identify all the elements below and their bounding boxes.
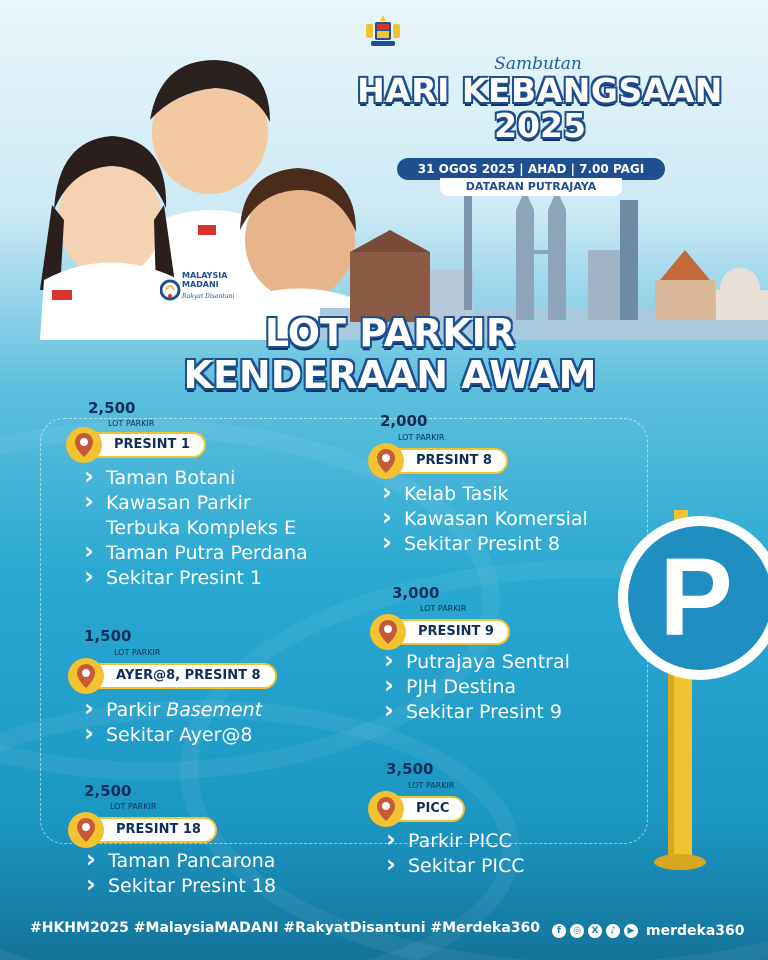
list-item: › Taman Botani (82, 466, 308, 491)
lot-count: 2,500 (88, 399, 136, 417)
madani-tagline: Rakyat Disantuni (182, 293, 235, 300)
x-icon[interactable]: X (588, 924, 602, 938)
event-venue: DATARAN PUTRAJAYA (440, 178, 622, 196)
lot-label: LOT PARKIR (420, 604, 467, 613)
list-item-italic: Basement (166, 699, 263, 721)
tiktok-icon[interactable]: ♪ (606, 924, 620, 938)
list-item: › Taman Pancarona (84, 849, 276, 874)
list-item-continued: Terbuka Kompleks E (106, 517, 296, 539)
lot-count: 3,000 (392, 584, 440, 602)
location-list (382, 650, 570, 725)
lot-label: LOT PARKIR (114, 648, 161, 657)
list-item: › Taman Putra Perdana (82, 541, 308, 566)
main-heading-line2: KENDERAAN AWAM (183, 353, 597, 397)
list-item-text: Parkir (106, 699, 161, 721)
madani-logo-text (182, 272, 227, 290)
location-list (380, 482, 588, 557)
event-title (330, 71, 750, 145)
list-item: › Sekitar Presint 9 (382, 700, 570, 725)
location-pin-icon (368, 443, 404, 479)
list-item: › Parkir PICC (384, 829, 525, 854)
location-pill: PRESINT 8 (374, 448, 508, 474)
location-list (82, 698, 262, 748)
social-links (552, 920, 745, 942)
list-item: › Sekitar Presint 18 (84, 874, 276, 899)
lot-count: 2,500 (84, 782, 132, 800)
location-pill: AYER@8, PRESINT 8 (74, 663, 277, 689)
main-heading (160, 312, 620, 396)
location-pin-icon (68, 812, 104, 848)
location-list (384, 829, 525, 879)
list-item: › PJH Destina (382, 675, 570, 700)
main-heading-line1: LOT PARKIR (264, 311, 516, 355)
event-title-line1: HARI KEBANGSAAN (357, 71, 723, 110)
location-pill: PRESINT 9 (376, 619, 510, 645)
list-item: › Kawasan Komersial (380, 507, 588, 532)
sign-letter: P (659, 536, 733, 659)
madani-name-line1: MALAYSIA (182, 271, 228, 280)
madani-name-line2: MADANI (182, 279, 219, 289)
lot-label: LOT PARKIR (398, 433, 445, 442)
list-item: › Putrajaya Sentral (382, 650, 570, 675)
lot-count: 2,000 (380, 412, 428, 430)
event-date-bar: 31 OGOS 2025 | AHAD | 7.00 PAGI (397, 158, 665, 180)
location-pill: PRESINT 1 (72, 432, 206, 458)
footer-hashtags: #HKHM2025 #MalaysiaMADANI #RakyatDisantuni #Merdeka360 (30, 920, 540, 936)
location-pin-icon (68, 658, 104, 694)
location-pin-icon (370, 614, 406, 650)
lot-label: LOT PARKIR (108, 419, 155, 428)
list-item: › Sekitar Presint 1 (82, 566, 308, 591)
location-pin-icon (368, 791, 404, 827)
location-list (82, 466, 308, 591)
parking-sign-icon (608, 510, 768, 870)
event-title-year: 2025 (494, 105, 586, 145)
social-handle[interactable]: merdeka360 (646, 923, 745, 939)
facebook-icon[interactable]: f (552, 924, 566, 938)
list-item: › Kelab Tasik (380, 482, 588, 507)
location-pill: PRESINT 18 (74, 817, 217, 843)
instagram-icon[interactable]: ◎ (570, 924, 584, 938)
list-item (82, 698, 262, 723)
lot-label: LOT PARKIR (408, 781, 455, 790)
lot-count: 3,500 (386, 760, 434, 778)
list-item: › Sekitar Presint 8 (380, 532, 588, 557)
location-list (84, 849, 276, 899)
list-item: › Kawasan Parkir (82, 491, 308, 516)
sambutan-label: Sambutan (494, 54, 582, 74)
list-item: › Sekitar PICC (384, 854, 525, 879)
list-item: › Sekitar Ayer@8 (82, 723, 262, 748)
location-pill: PICC (374, 796, 465, 822)
lot-label: LOT PARKIR (110, 802, 157, 811)
lot-count: 1,500 (84, 627, 132, 645)
location-pin-icon (66, 427, 102, 463)
youtube-icon[interactable]: ▶ (624, 924, 638, 938)
